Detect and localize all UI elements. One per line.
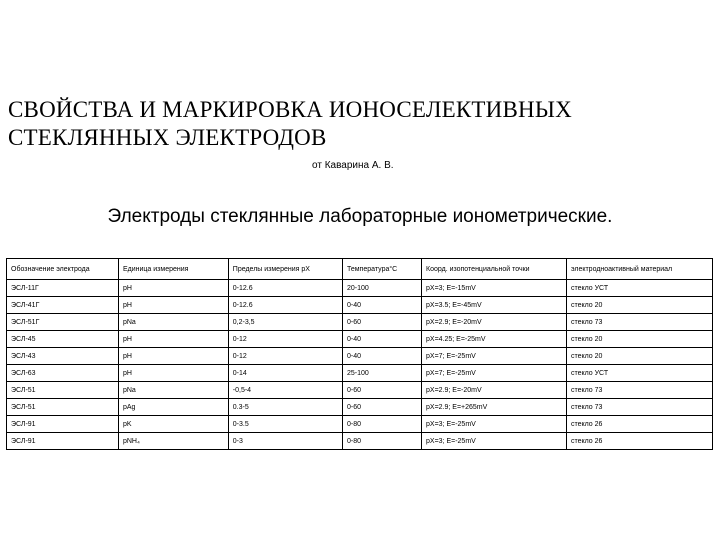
cell-designation: ЭСЛ-91 bbox=[7, 416, 119, 433]
cell-unit: pH bbox=[118, 297, 228, 314]
cell-range: 0-12.6 bbox=[228, 297, 342, 314]
cell-designation: ЭСЛ-51 bbox=[7, 382, 119, 399]
cell-unit: pNH₄ bbox=[118, 433, 228, 450]
cell-temperature: 0-40 bbox=[342, 331, 421, 348]
cell-temperature: 20-100 bbox=[342, 280, 421, 297]
cell-unit: pK bbox=[118, 416, 228, 433]
cell-material: стекло 73 bbox=[566, 399, 712, 416]
table-row bbox=[7, 331, 713, 348]
cell-designation: ЭСЛ-51Г bbox=[7, 314, 119, 331]
cell-temperature: 0-80 bbox=[342, 433, 421, 450]
cell-temperature: 0-40 bbox=[342, 297, 421, 314]
page-title bbox=[8, 96, 708, 152]
cell-designation: ЭСЛ-41Г bbox=[7, 297, 119, 314]
cell-designation: ЭСЛ-51 bbox=[7, 399, 119, 416]
cell-material: стекло 73 bbox=[566, 314, 712, 331]
electrode-table bbox=[6, 258, 713, 450]
cell-range: 0-12.6 bbox=[228, 280, 342, 297]
column-header-material: электродноактивный материал bbox=[566, 259, 712, 280]
cell-range: 0-12 bbox=[228, 331, 342, 348]
cell-designation: ЭСЛ-43 bbox=[7, 348, 119, 365]
table-row bbox=[7, 297, 713, 314]
cell-isopotential-point: pX=4.25; E=-25mV bbox=[422, 331, 567, 348]
table-row bbox=[7, 280, 713, 297]
column-header-temperature: Температура°С bbox=[342, 259, 421, 280]
cell-isopotential-point: pX=3.5; E=-45mV bbox=[422, 297, 567, 314]
table-row bbox=[7, 314, 713, 331]
cell-material: стекло 20 bbox=[566, 348, 712, 365]
cell-material: стекло 26 bbox=[566, 416, 712, 433]
cell-temperature: 0-80 bbox=[342, 416, 421, 433]
cell-unit: pH bbox=[118, 365, 228, 382]
cell-temperature: 0-60 bbox=[342, 314, 421, 331]
cell-isopotential-point: pX=3; E=-25mV bbox=[422, 433, 567, 450]
column-header-range: Пределы измерения рХ bbox=[228, 259, 342, 280]
cell-isopotential-point: pX=3; E=-25mV bbox=[422, 416, 567, 433]
cell-unit: pH bbox=[118, 348, 228, 365]
cell-range: 0-3.5 bbox=[228, 416, 342, 433]
cell-unit: pH bbox=[118, 331, 228, 348]
author-credit: от Каварина А. В. bbox=[312, 160, 394, 171]
cell-designation: ЭСЛ-11Г bbox=[7, 280, 119, 297]
cell-unit: pNa bbox=[118, 314, 228, 331]
table-row bbox=[7, 365, 713, 382]
cell-isopotential-point: pX=2.9; E=-20mV bbox=[422, 314, 567, 331]
cell-material: стекло 26 bbox=[566, 433, 712, 450]
cell-isopotential-point: pX=2.9; E=+265mV bbox=[422, 399, 567, 416]
table-header-row bbox=[7, 259, 713, 280]
cell-isopotential-point: pX=3; E=-15mV bbox=[422, 280, 567, 297]
cell-designation: ЭСЛ-63 bbox=[7, 365, 119, 382]
cell-range: -0,5-4 bbox=[228, 382, 342, 399]
title-line-2: СТЕКЛЯННЫХ ЭЛЕКТРОДОВ bbox=[8, 125, 327, 150]
cell-material: стекло 73 bbox=[566, 382, 712, 399]
cell-temperature: 0-60 bbox=[342, 399, 421, 416]
cell-designation: ЭСЛ-91 bbox=[7, 433, 119, 450]
column-header-designation: Обозначение электрода bbox=[7, 259, 119, 280]
cell-range: 0-12 bbox=[228, 348, 342, 365]
cell-isopotential-point: pX=7; E=-25mV bbox=[422, 348, 567, 365]
table-row bbox=[7, 348, 713, 365]
cell-range: 0-3 bbox=[228, 433, 342, 450]
cell-material: стекло 20 bbox=[566, 331, 712, 348]
column-header-isopotential-point: Коорд. изопотенциальной точки bbox=[422, 259, 567, 280]
cell-temperature: 0-60 bbox=[342, 382, 421, 399]
cell-range: 0.3-5 bbox=[228, 399, 342, 416]
cell-unit: pAg bbox=[118, 399, 228, 416]
cell-material: стекло УСТ bbox=[566, 280, 712, 297]
table-row bbox=[7, 382, 713, 399]
cell-temperature: 25-100 bbox=[342, 365, 421, 382]
cell-isopotential-point: pX=2.9; E=-20mV bbox=[422, 382, 567, 399]
cell-range: 0-14 bbox=[228, 365, 342, 382]
title-line-1: СВОЙСТВА И МАРКИРОВКА ИОНОСЕЛЕКТИВНЫХ bbox=[8, 97, 572, 122]
cell-material: стекло 20 bbox=[566, 297, 712, 314]
cell-isopotential-point: pX=7; E=-25mV bbox=[422, 365, 567, 382]
cell-designation: ЭСЛ-45 bbox=[7, 331, 119, 348]
section-subtitle: Электроды стеклянные лабораторные ионометрические. bbox=[107, 206, 613, 227]
cell-range: 0,2-3,5 bbox=[228, 314, 342, 331]
cell-unit: pH bbox=[118, 280, 228, 297]
column-header-unit: Единица измерения bbox=[118, 259, 228, 280]
cell-unit: pNa bbox=[118, 382, 228, 399]
table-row bbox=[7, 399, 713, 416]
cell-temperature: 0-40 bbox=[342, 348, 421, 365]
table-row bbox=[7, 433, 713, 450]
cell-material: стекло УСТ bbox=[566, 365, 712, 382]
table-row bbox=[7, 416, 713, 433]
